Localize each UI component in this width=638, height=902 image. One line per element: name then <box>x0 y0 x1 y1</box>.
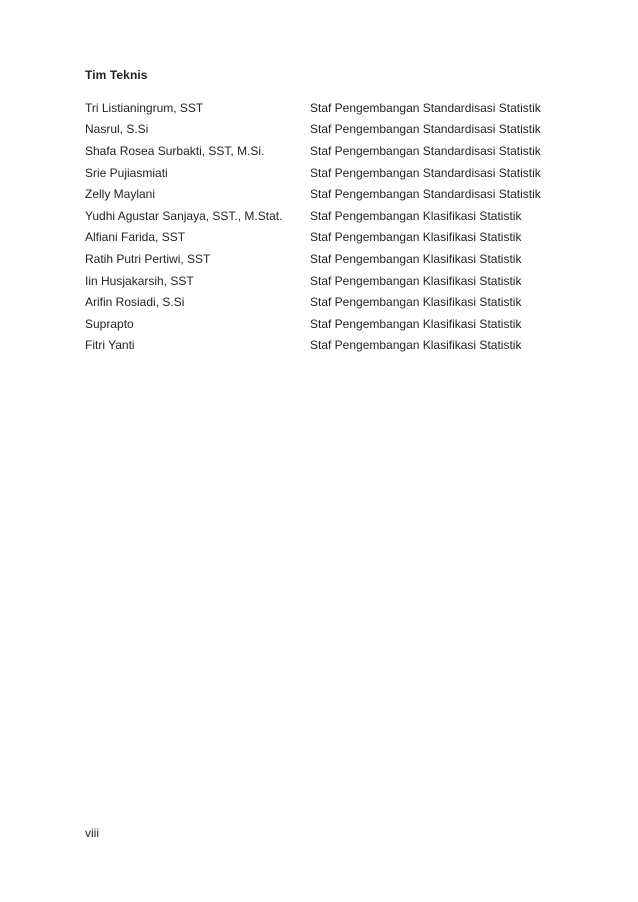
member-name: Tri Listianingrum, SST <box>85 100 204 115</box>
member-role: Staf Pengembangan Klasifikasi Statistik <box>310 316 522 331</box>
member-name: Alfiani Farida, SST <box>85 230 186 245</box>
member-name: Arifin Rosiadi, S.Si <box>85 295 185 310</box>
member-role: Staf Pengembangan Standardisasi Statistik <box>310 122 541 137</box>
team-member-row <box>85 248 565 270</box>
member-role: Staf Pengembangan Standardisasi Statistik <box>310 187 541 202</box>
member-role: Staf Pengembangan Klasifikasi Statistik <box>310 251 522 266</box>
team-member-row <box>85 140 565 162</box>
page-number: viii <box>85 826 99 840</box>
member-role: Staf Pengembangan Standardisasi Statistik <box>310 165 541 180</box>
member-name: Nasrul, S.Si <box>85 122 149 137</box>
member-role: Staf Pengembangan Klasifikasi Statistik <box>310 273 522 288</box>
team-member-row <box>85 227 565 249</box>
member-name: Iin Husjakarsih, SST <box>85 273 194 288</box>
member-name: Shafa Rosea Surbakti, SST, M.Si. <box>85 143 265 158</box>
member-name: Suprapto <box>85 316 134 331</box>
team-member-row <box>85 291 565 313</box>
member-name: Yudhi Agustar Sanjaya, SST., M.Stat. <box>85 208 283 223</box>
member-name: Fitri Yanti <box>85 338 135 353</box>
team-member-row <box>85 183 565 205</box>
team-list <box>85 97 565 356</box>
team-member-row <box>85 335 565 357</box>
member-role: Staf Pengembangan Klasifikasi Statistik <box>310 230 522 245</box>
member-role: Staf Pengembangan Standardisasi Statistik <box>310 143 541 158</box>
team-member-row <box>85 162 565 184</box>
member-role: Staf Pengembangan Klasifikasi Statistik <box>310 295 522 310</box>
team-member-row <box>85 313 565 335</box>
member-name: Ratih Putri Pertiwi, SST <box>85 251 211 266</box>
team-member-row <box>85 270 565 292</box>
section-title: Tim Teknis <box>85 68 148 82</box>
team-member-row <box>85 119 565 141</box>
member-role: Staf Pengembangan Klasifikasi Statistik <box>310 208 522 223</box>
member-name: Srie Pujiasmiati <box>85 165 168 180</box>
team-member-row <box>85 97 565 119</box>
member-role: Staf Pengembangan Klasifikasi Statistik <box>310 338 522 353</box>
member-name: Zelly Maylani <box>85 187 156 202</box>
member-role: Staf Pengembangan Standardisasi Statistik <box>310 100 541 115</box>
team-member-row <box>85 205 565 227</box>
